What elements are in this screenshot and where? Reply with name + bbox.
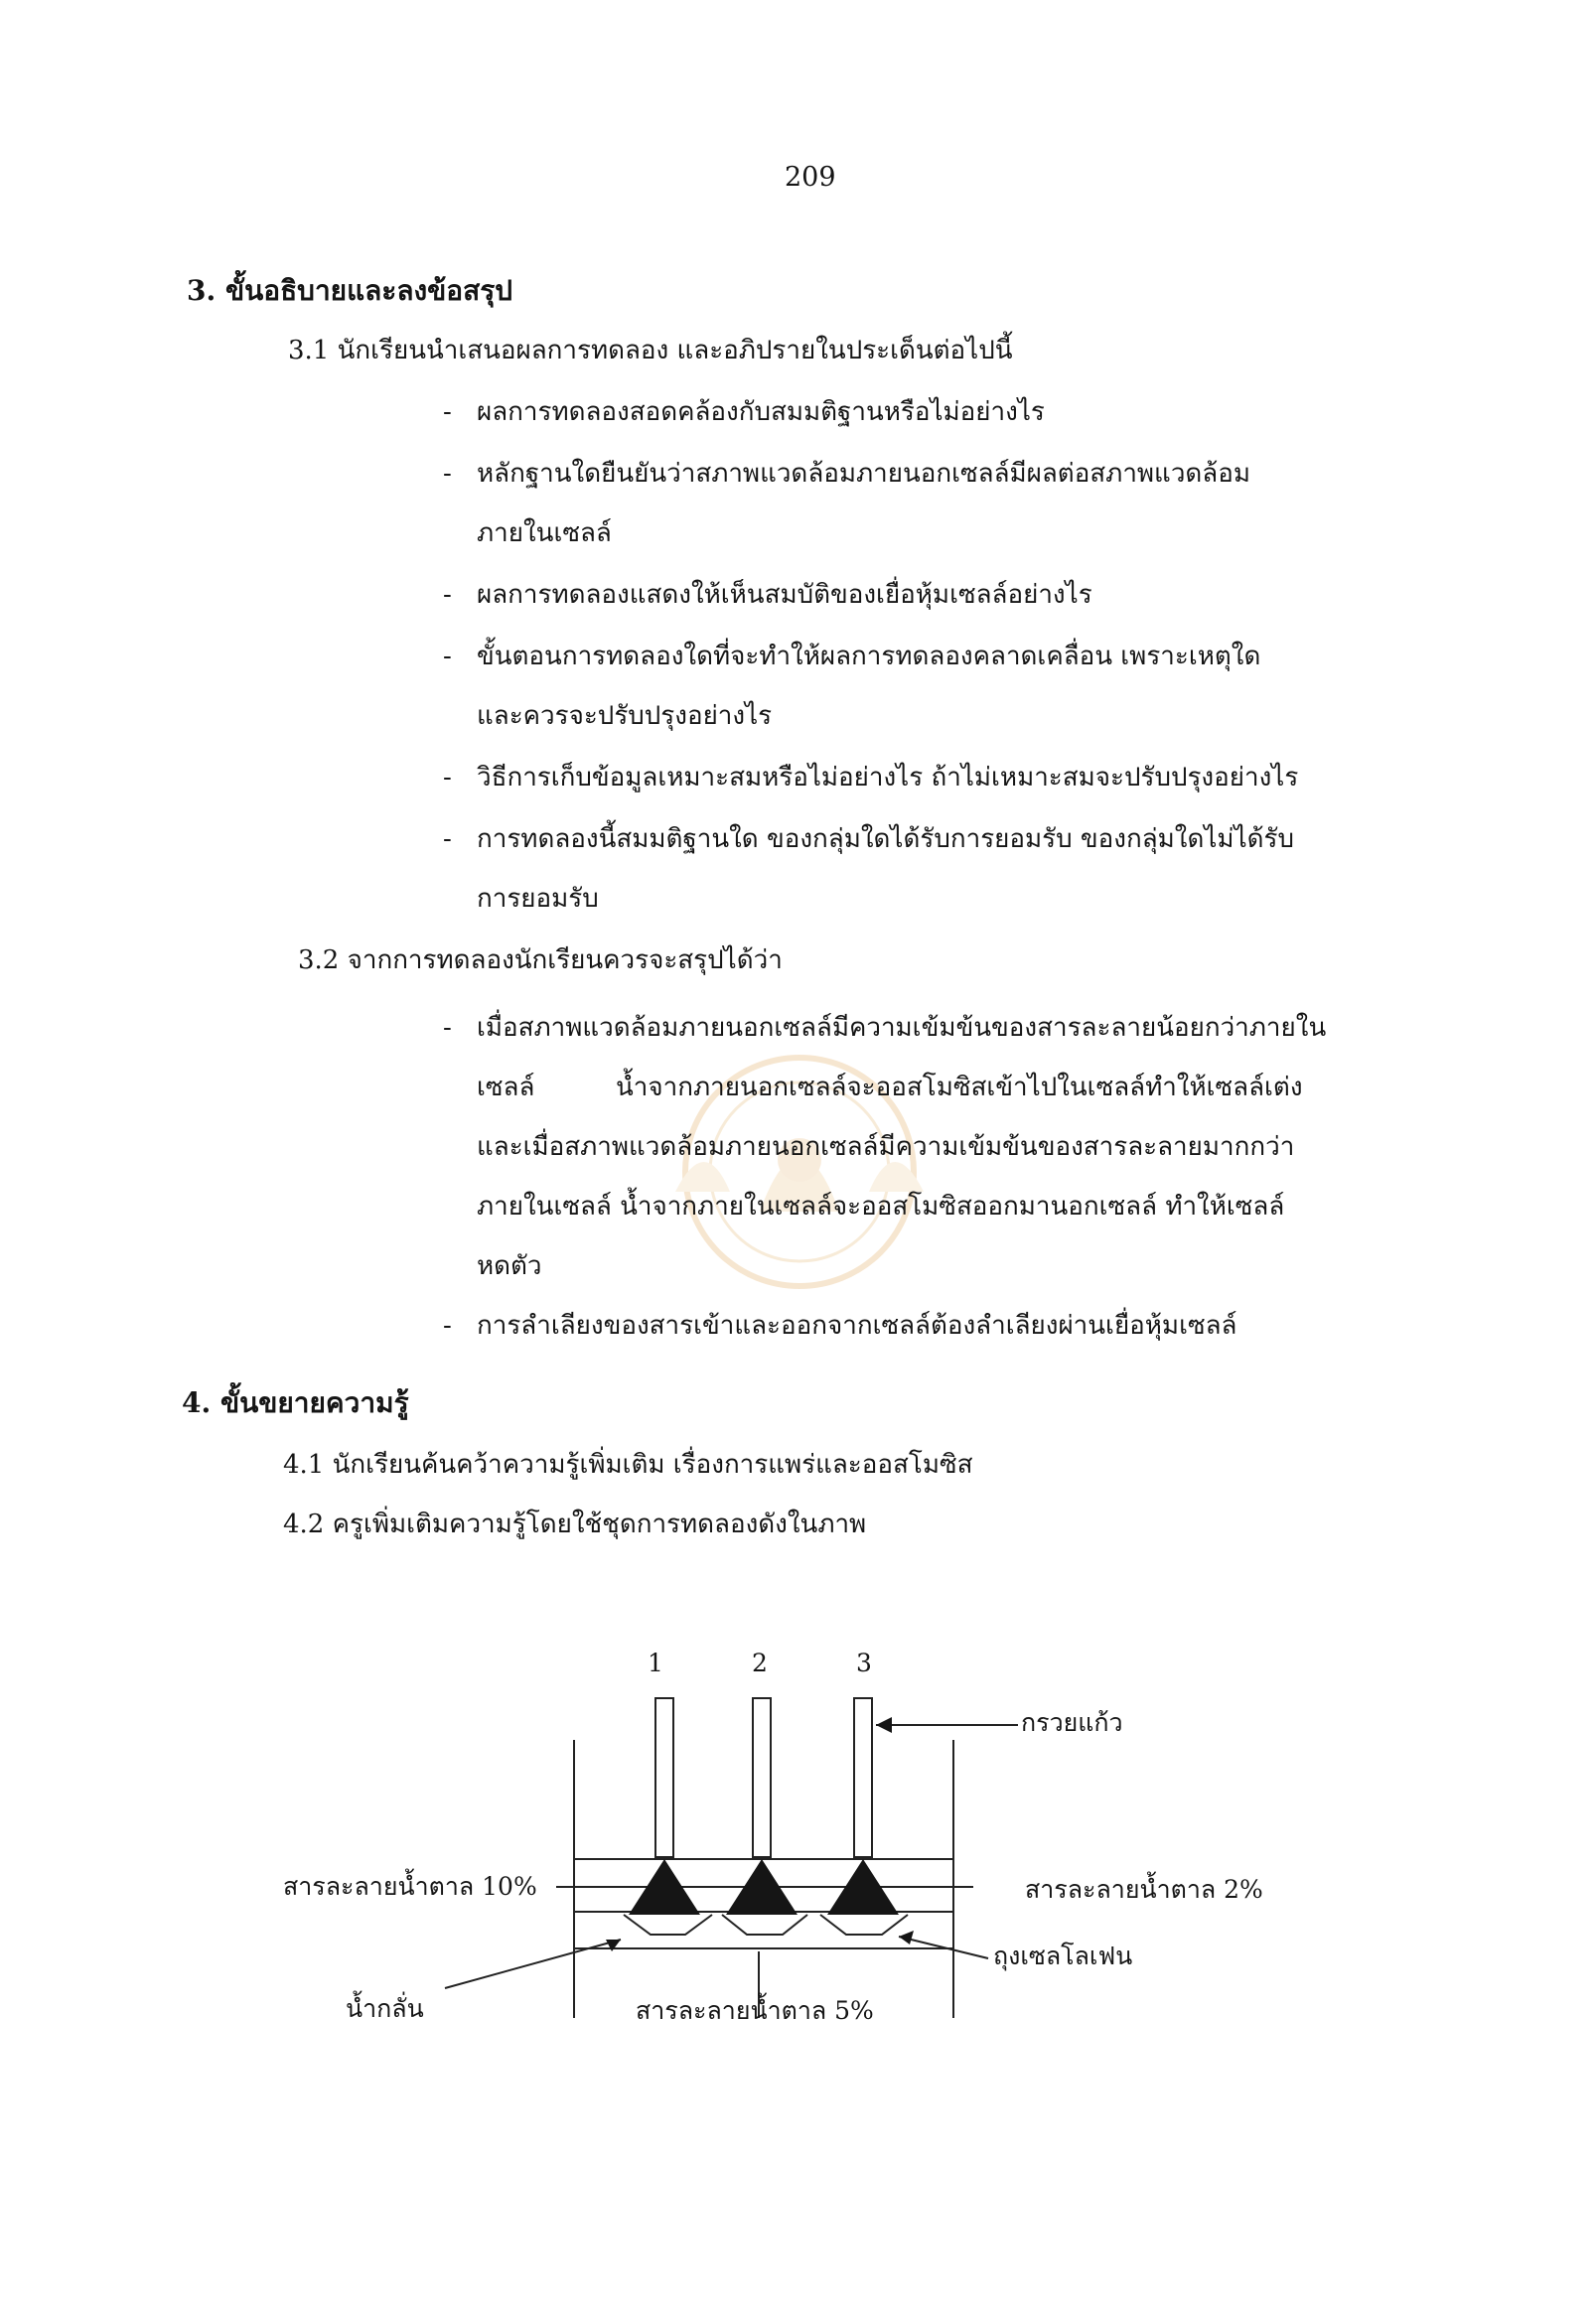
- bullet-dash: -: [443, 1013, 452, 1043]
- tube-number-3: 3: [856, 1649, 872, 1677]
- tube-number-1: 1: [648, 1649, 663, 1677]
- sugar-solution-2-label: สารละลายน้ำตาล 2%: [1025, 1875, 1263, 1904]
- discussion-point: การทดลองนี้สมมติฐานใด ของกลุ่มใดได้รับการยอมรับ ของกลุ่มใดไม่ได้รับ: [477, 824, 1294, 854]
- sugar-solution-10-label: สารละลายน้ำตาล 10%: [283, 1872, 537, 1901]
- bullet-dash: -: [443, 459, 452, 489]
- bullet-dash: -: [443, 397, 452, 427]
- section-4-heading: 4. ขั้นขยายความรู้: [182, 1386, 409, 1419]
- conclusion-point: เมื่อสภาพแวดล้อมภายนอกเซลล์มีความเข้มข้นของสารละลายน้อยกว่าภายใน: [477, 1013, 1327, 1043]
- discussion-point: หลักฐานใดยืนยันว่าสภาพแวดล้อมภายนอกเซลล์มีผลต่อสภาพแวดล้อม: [477, 459, 1250, 489]
- bullet-dash: -: [443, 642, 452, 671]
- discussion-point: วิธีการเก็บข้อมูลเหมาะสมหรือไม่อย่างไร ถ้าไม่เหมาะสมจะปรับปรุงอย่างไร: [477, 763, 1299, 792]
- bullet-dash: -: [443, 824, 452, 854]
- bullet-dash: -: [443, 580, 452, 610]
- conclusion-point-continued: หดตัว: [477, 1251, 542, 1281]
- conclusion-point: การลำเลียงของสารเข้าและออกจากเซลล์ต้องลำเลียงผ่านเยื่อหุ้มเซลล์: [477, 1311, 1237, 1341]
- discussion-point-continued: ภายในเซลล์: [477, 518, 612, 548]
- subsection-3-1-title: 3.1 นักเรียนนำเสนอผลการทดลอง และอภิปรายในประเด็นต่อไปนี้: [288, 336, 1013, 365]
- discussion-point: ขั้นตอนการทดลองใดที่จะทำให้ผลการทดลองคลาดเคลื่อน เพราะเหตุใด: [477, 642, 1261, 671]
- sugar-solution-5-label: สารละลายน้ำตาล 5%: [636, 1996, 874, 2025]
- tube-number-2: 2: [752, 1649, 768, 1677]
- section-3-heading: 3. ขั้นอธิบายและลงข้อสรุป: [187, 274, 513, 307]
- glass-tube-3: [854, 1698, 872, 1857]
- glass-funnel-label: กรวยแก้ว: [1021, 1708, 1123, 1737]
- conclusion-point-continued: และเมื่อสภาพแวดล้อมภายนอกเซลล์มีความเข้มข้นของสารละลายมากกว่า: [477, 1132, 1295, 1162]
- cellophane-bag-2: [722, 1915, 807, 1935]
- cellophane-bag-1: [624, 1915, 712, 1935]
- page-number: 209: [785, 162, 836, 193]
- subsection-3-2-title: 3.2 จากการทดลองนักเรียนควรจะสรุปได้ว่า: [298, 945, 783, 975]
- discussion-point: ผลการทดลองแสดงให้เห็นสมบัติของเยื่อหุ้มเซลล์อย่างไร: [477, 580, 1092, 610]
- bullet-dash: -: [443, 763, 452, 792]
- conclusion-point-continued: เซลล์: [477, 1073, 535, 1102]
- discussion-point-continued: และควรจะปรับปรุงอย่างไร: [477, 701, 773, 731]
- cellophane-bag-3: [820, 1915, 908, 1935]
- cellophane-bag-label: ถุงเซลโลเฟน: [993, 1942, 1133, 1970]
- glass-tube-2: [753, 1698, 771, 1857]
- distilled-water-label: น้ำกลั่น: [346, 1994, 424, 2023]
- bullet-dash: -: [443, 1311, 452, 1341]
- subsection-4-1: 4.1 นักเรียนค้นคว้าความรู้เพิ่มเติม เรื่องการแพร่และออสโมซิส: [283, 1450, 973, 1480]
- conclusion-point-continued: น้ำจากภายนอกเซลล์จะออสโมซิสเข้าไปในเซลล์ทำให้เซลล์เต่ง: [616, 1073, 1303, 1102]
- glass-tube-1: [655, 1698, 673, 1857]
- discussion-point-continued: การยอมรับ: [477, 884, 599, 914]
- conclusion-point-continued: ภายในเซลล์ น้ำจากภายในเซลล์จะออสโมซิสออกมานอกเซลล์ ทำให้เซลล์: [477, 1192, 1285, 1222]
- discussion-point: ผลการทดลองสอดคล้องกับสมมติฐานหรือไม่อย่างไร: [477, 397, 1045, 427]
- subsection-4-2: 4.2 ครูเพิ่มเติมความรู้โดยใช้ชุดการทดลองดังในภาพ: [283, 1510, 867, 1539]
